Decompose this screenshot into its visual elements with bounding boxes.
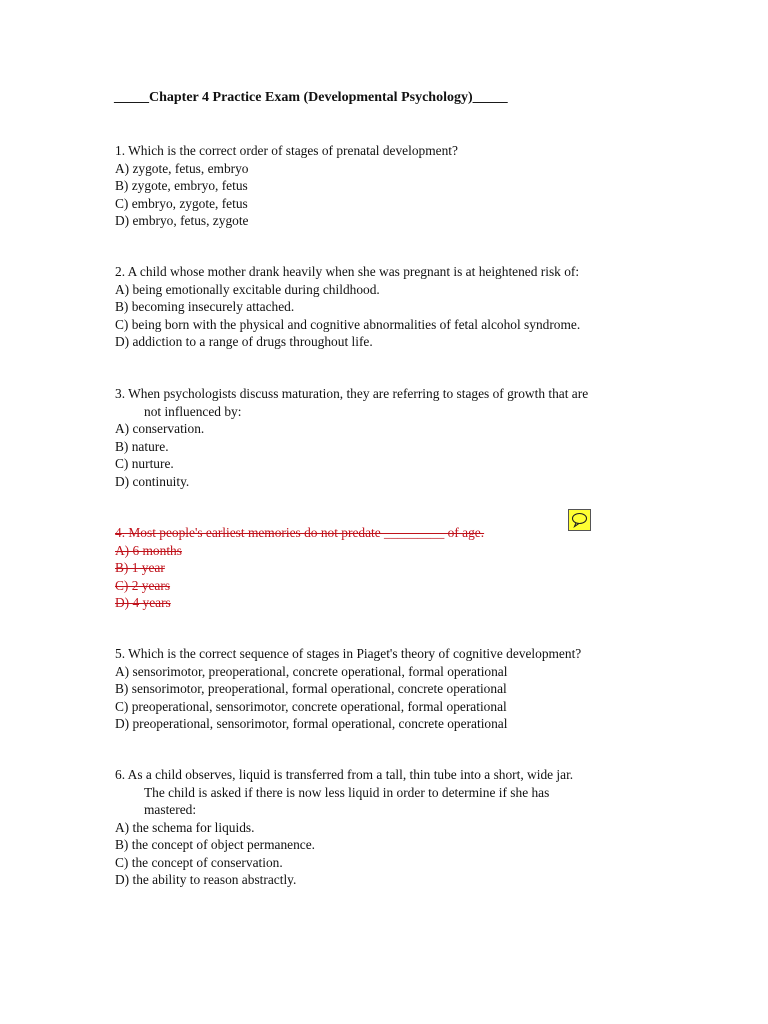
question-1-option-d: D) embryo, fetus, zygote	[115, 213, 249, 228]
speech-bubble-icon[interactable]	[568, 509, 591, 531]
question-1-option-a: A) zygote, fetus, embryo	[115, 160, 249, 176]
question-1-option-b: B) zygote, embryo, fetus	[115, 178, 248, 193]
question-6	[115, 766, 675, 889]
question-5-option-c: C) preoperational, sensorimotor, concrete operational, formal operational	[115, 698, 507, 714]
question-6-stem-continued-1: The child is asked if there is now less liquid in order to determine if she has	[144, 784, 550, 800]
page-title: _____Chapter 4 Practice Exam (Developmental Psychology)_____	[114, 90, 508, 105]
question-4-option-b: B) 1 year	[115, 560, 165, 575]
question-6-option-c: C) the concept of conservation.	[115, 854, 283, 870]
question-3-option-c: C) nurture.	[115, 456, 174, 471]
question-3	[115, 385, 675, 490]
question-3-stem: 3. When psychologists discuss maturation, they are referring to stages of growth that are	[115, 386, 589, 401]
question-1-stem: 1. Which is the correct order of stages of prenatal development?	[115, 143, 458, 158]
question-2-option-c: C) being born with the physical and cognitive abnormalities of fetal alcohol syndrome.	[115, 316, 581, 332]
question-6-stem: 6. As a child observes, liquid is transferred from a tall, thin tube into a short, wide jar.	[115, 767, 574, 782]
question-2-option-d: D) addiction to a range of drugs throughout life.	[115, 334, 373, 349]
question-4-stem: 4. Most people's earliest memories do not predate _________ of age.	[115, 525, 485, 540]
question-6-stem-continued-2: mastered:	[144, 802, 197, 817]
question-6-option-d: D) the ability to reason abstractly.	[115, 872, 297, 887]
question-5-option-a: A) sensorimotor, preoperational, concrete operational, formal operational	[115, 663, 508, 679]
question-6-option-a: A) the schema for liquids.	[115, 819, 255, 835]
question-4-option-a: A) 6 months	[115, 542, 182, 558]
question-2-stem: 2. A child whose mother drank heavily when she was pregnant is at heightened risk of:	[115, 264, 580, 279]
question-6-option-b: B) the concept of object permanence.	[115, 837, 316, 852]
question-3-option-d: D) continuity.	[115, 473, 190, 489]
question-4-option-d: D) 4 years	[115, 595, 171, 610]
question-5-option-b: B) sensorimotor, preoperational, formal operational, concrete operational	[115, 681, 507, 696]
question-4-option-c: C) 2 years	[115, 577, 171, 593]
question-1-option-c: C) embryo, zygote, fetus	[115, 195, 248, 211]
question-4-deleted	[115, 524, 675, 612]
question-2-option-a: A) being emotionally excitable during childhood.	[115, 281, 380, 297]
question-2	[115, 263, 675, 351]
question-5	[115, 645, 675, 733]
question-3-option-b: B) nature.	[115, 438, 169, 454]
question-3-option-a: A) conservation.	[115, 421, 205, 436]
question-5-option-d: D) preoperational, sensorimotor, formal operational, concrete operational	[115, 716, 508, 731]
question-3-stem-continued: not influenced by:	[144, 403, 242, 419]
question-2-option-b: B) becoming insecurely attached.	[115, 299, 295, 314]
question-1	[115, 142, 675, 230]
speech-bubble-glyph	[571, 512, 588, 528]
question-5-stem: 5. Which is the correct sequence of stages in Piaget's theory of cognitive development?	[115, 646, 582, 661]
